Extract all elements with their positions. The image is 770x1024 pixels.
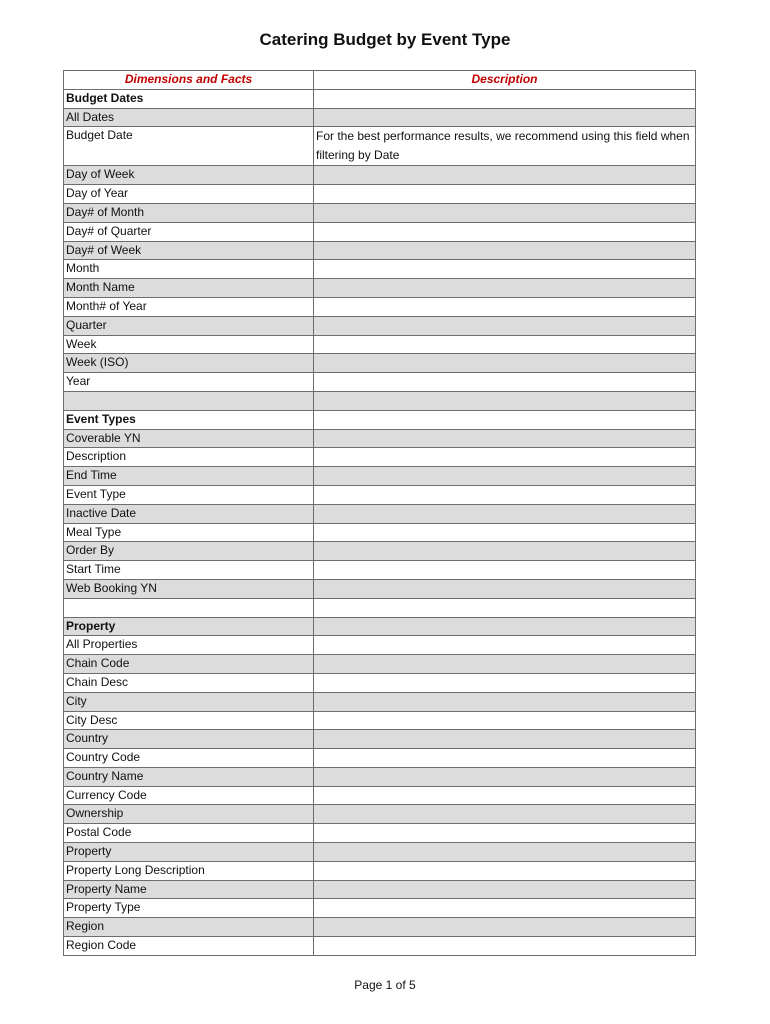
dimension-cell: Inactive Date bbox=[64, 504, 314, 523]
dimension-cell: Day of Year bbox=[64, 185, 314, 204]
description-cell bbox=[314, 692, 696, 711]
table-row bbox=[64, 636, 696, 655]
table-row bbox=[64, 335, 696, 354]
description-cell bbox=[314, 636, 696, 655]
table-row bbox=[64, 89, 696, 108]
table-row bbox=[64, 166, 696, 185]
table-row bbox=[64, 937, 696, 956]
description-cell bbox=[314, 279, 696, 298]
table-row bbox=[64, 297, 696, 316]
description-cell bbox=[314, 485, 696, 504]
table-row bbox=[64, 711, 696, 730]
dimension-cell: Currency Code bbox=[64, 786, 314, 805]
dimension-cell: Country Name bbox=[64, 767, 314, 786]
description-cell bbox=[314, 673, 696, 692]
description-cell bbox=[314, 260, 696, 279]
dimension-cell: All Dates bbox=[64, 108, 314, 127]
table-row bbox=[64, 843, 696, 862]
table-row bbox=[64, 354, 696, 373]
table-row bbox=[64, 692, 696, 711]
table-row bbox=[64, 373, 696, 392]
description-cell bbox=[314, 108, 696, 127]
table-row bbox=[64, 448, 696, 467]
dimension-cell: End Time bbox=[64, 467, 314, 486]
dimension-cell: Day of Week bbox=[64, 166, 314, 185]
description-cell bbox=[314, 166, 696, 185]
table-row bbox=[64, 410, 696, 429]
page-number: Page 1 of 5 bbox=[354, 978, 416, 992]
table-row bbox=[64, 316, 696, 335]
dimension-cell: Chain Desc bbox=[64, 673, 314, 692]
dimension-cell: Country Code bbox=[64, 749, 314, 768]
table-row bbox=[64, 185, 696, 204]
description-cell bbox=[314, 561, 696, 580]
description-cell bbox=[314, 749, 696, 768]
description-cell bbox=[314, 617, 696, 636]
description-cell bbox=[314, 655, 696, 674]
dimension-cell: Postal Code bbox=[64, 824, 314, 843]
table-row bbox=[64, 241, 696, 260]
description-cell bbox=[314, 448, 696, 467]
dimension-cell: Region Code bbox=[64, 937, 314, 956]
table-row bbox=[64, 824, 696, 843]
dimension-cell: Property Long Description bbox=[64, 861, 314, 880]
description-cell bbox=[314, 730, 696, 749]
description-cell bbox=[314, 523, 696, 542]
dimension-cell: Order By bbox=[64, 542, 314, 561]
table-row bbox=[64, 598, 696, 617]
table-row bbox=[64, 767, 696, 786]
dimension-cell: Description bbox=[64, 448, 314, 467]
table-row bbox=[64, 504, 696, 523]
table-row bbox=[64, 429, 696, 448]
dimension-cell: Day# of Quarter bbox=[64, 222, 314, 241]
dimension-cell: Web Booking YN bbox=[64, 579, 314, 598]
table-row bbox=[64, 108, 696, 127]
dimension-cell: Region bbox=[64, 918, 314, 937]
description-cell bbox=[314, 429, 696, 448]
table-row bbox=[64, 749, 696, 768]
table-row bbox=[64, 279, 696, 298]
dimension-cell: Country bbox=[64, 730, 314, 749]
dimension-cell: City Desc bbox=[64, 711, 314, 730]
table-row bbox=[64, 222, 696, 241]
dimension-cell: Event Type bbox=[64, 485, 314, 504]
description-cell: For the best performance results, we recommend using this field when filtering by Date bbox=[314, 127, 696, 166]
description-cell bbox=[314, 767, 696, 786]
description-cell bbox=[314, 805, 696, 824]
table-row bbox=[64, 260, 696, 279]
table-row bbox=[64, 467, 696, 486]
description-column-header: Description bbox=[314, 71, 696, 90]
table-row bbox=[64, 485, 696, 504]
table-row bbox=[64, 918, 696, 937]
description-cell bbox=[314, 297, 696, 316]
description-cell bbox=[314, 880, 696, 899]
table-row bbox=[64, 899, 696, 918]
table-row bbox=[64, 861, 696, 880]
dimension-cell: Budget Dates bbox=[64, 89, 314, 108]
description-cell bbox=[314, 89, 696, 108]
description-cell bbox=[314, 542, 696, 561]
description-cell bbox=[314, 504, 696, 523]
dimension-cell: City bbox=[64, 692, 314, 711]
dimension-cell: Property Type bbox=[64, 899, 314, 918]
description-cell bbox=[314, 899, 696, 918]
dimension-cell bbox=[64, 391, 314, 410]
dimension-cell: Day# of Week bbox=[64, 241, 314, 260]
table-row bbox=[64, 655, 696, 674]
table-row bbox=[64, 523, 696, 542]
table-row bbox=[64, 542, 696, 561]
description-cell bbox=[314, 316, 696, 335]
table-row bbox=[64, 579, 696, 598]
table-body bbox=[64, 89, 696, 955]
description-cell bbox=[314, 598, 696, 617]
dimension-cell: Week (ISO) bbox=[64, 354, 314, 373]
description-cell bbox=[314, 786, 696, 805]
dimension-cell: Property bbox=[64, 843, 314, 862]
dimension-cell: Meal Type bbox=[64, 523, 314, 542]
description-cell bbox=[314, 391, 696, 410]
description-cell bbox=[314, 467, 696, 486]
dimension-cell: Budget Date bbox=[64, 127, 314, 166]
description-cell bbox=[314, 354, 696, 373]
description-cell bbox=[314, 711, 696, 730]
dimensions-column-header: Dimensions and Facts bbox=[64, 71, 314, 90]
dimension-cell: Coverable YN bbox=[64, 429, 314, 448]
description-cell bbox=[314, 373, 696, 392]
dimension-cell: Quarter bbox=[64, 316, 314, 335]
table-row bbox=[64, 805, 696, 824]
table-header-row bbox=[64, 71, 696, 90]
dimensions-table bbox=[63, 70, 696, 956]
description-cell bbox=[314, 222, 696, 241]
page-title: Catering Budget by Event Type bbox=[259, 30, 511, 49]
dimension-cell: Week bbox=[64, 335, 314, 354]
dimension-cell: Day# of Month bbox=[64, 203, 314, 222]
dimension-cell: Ownership bbox=[64, 805, 314, 824]
description-cell bbox=[314, 918, 696, 937]
description-cell bbox=[314, 410, 696, 429]
dimension-cell: Month bbox=[64, 260, 314, 279]
table-row bbox=[64, 730, 696, 749]
description-cell bbox=[314, 203, 696, 222]
description-cell bbox=[314, 824, 696, 843]
description-cell bbox=[314, 861, 696, 880]
table-row bbox=[64, 880, 696, 899]
description-cell bbox=[314, 335, 696, 354]
description-cell bbox=[314, 579, 696, 598]
description-cell bbox=[314, 185, 696, 204]
dimension-cell: Chain Code bbox=[64, 655, 314, 674]
table-row bbox=[64, 561, 696, 580]
description-cell bbox=[314, 843, 696, 862]
table-row bbox=[64, 127, 696, 166]
dimension-cell: Month# of Year bbox=[64, 297, 314, 316]
table-row bbox=[64, 203, 696, 222]
table-row bbox=[64, 786, 696, 805]
table-row bbox=[64, 673, 696, 692]
dimension-cell: Property Name bbox=[64, 880, 314, 899]
dimension-cell: All Properties bbox=[64, 636, 314, 655]
dimension-cell bbox=[64, 598, 314, 617]
description-cell bbox=[314, 241, 696, 260]
table-row bbox=[64, 391, 696, 410]
dimension-cell: Year bbox=[64, 373, 314, 392]
description-cell bbox=[314, 937, 696, 956]
dimension-cell: Start Time bbox=[64, 561, 314, 580]
dimension-cell: Property bbox=[64, 617, 314, 636]
table-row bbox=[64, 617, 696, 636]
dimension-cell: Month Name bbox=[64, 279, 314, 298]
dimension-cell: Event Types bbox=[64, 410, 314, 429]
